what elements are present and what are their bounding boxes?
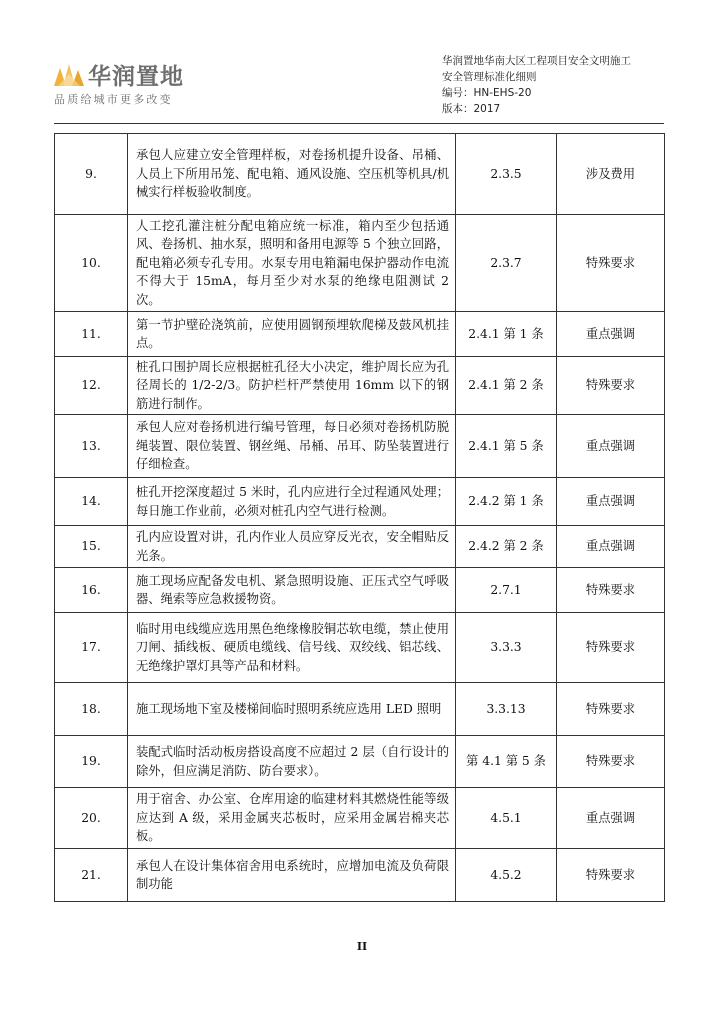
row-number: 14.: [55, 478, 128, 526]
row-description: 人工挖孔灌注桩分配电箱应统一标准，箱内至少包括通风、卷扬机、抽水泵，照明和备用电源等 5 个独立回路，配电箱必须专孔专用。水泵专用电箱漏电保护器动作电流不得大于 15mA，每月至少对水泵的绝缘电阻测试 2 次。: [128, 215, 456, 312]
table-row: [55, 736, 665, 788]
row-number: 18.: [55, 683, 128, 736]
row-clause: 4.5.1: [456, 788, 557, 849]
row-clause: 2.7.1: [456, 568, 557, 613]
row-type: 重点强调: [557, 788, 665, 849]
document-title-line-2: 安全管理标准化细则: [442, 71, 537, 83]
page-number: II: [356, 940, 368, 953]
document-version: 版本：2017: [442, 103, 501, 115]
row-type: 特殊要求: [557, 613, 665, 683]
row-description: 装配式临时活动板房搭设高度不应超过 2 层（自行设计的除外，但应满足消防、防台要求）。: [128, 736, 456, 788]
table-row: [55, 478, 665, 526]
table-row: [55, 568, 665, 613]
row-type: 重点强调: [557, 415, 665, 478]
requirements-table: [54, 133, 665, 902]
row-description: 承包人应建立安全管理样板，对卷扬机提升设备、吊桶、人员上下所用吊笼、配电箱、通风设施、空压机等机具/机械实行样板验收制度。: [128, 134, 456, 215]
row-number: 12.: [55, 357, 128, 415]
table-row: [55, 526, 665, 568]
table-row: [55, 134, 665, 215]
row-number: 17.: [55, 613, 128, 683]
row-description: 施工现场地下室及楼梯间临时照明系统应选用 LED 照明: [128, 683, 456, 736]
row-type: 特殊要求: [557, 215, 665, 312]
row-clause: 2.4.2 第 2 条: [456, 526, 557, 568]
table-row: [55, 357, 665, 415]
row-number: 15.: [55, 526, 128, 568]
row-description: 施工现场应配备发电机、紧急照明设施、正压式空气呼吸器、绳索等应急救援物资。: [128, 568, 456, 613]
header-divider: [54, 123, 664, 124]
row-number: 11.: [55, 312, 128, 357]
row-clause: 第 4.1 第 5 条: [456, 736, 557, 788]
row-type: 重点强调: [557, 526, 665, 568]
document-title-line-1: 华润置地华南大区工程项目安全文明施工: [442, 55, 631, 67]
logo-mark-icon: [54, 60, 84, 86]
document-number: 编号：HN-EHS-20: [442, 87, 532, 99]
row-clause: 2.4.1 第 2 条: [456, 357, 557, 415]
table-row: [55, 215, 665, 312]
row-type: 特殊要求: [557, 568, 665, 613]
row-type: 特殊要求: [557, 736, 665, 788]
row-type: 重点强调: [557, 478, 665, 526]
row-type: 特殊要求: [557, 849, 665, 902]
row-clause: 3.3.3: [456, 613, 557, 683]
document-header-info: [442, 53, 672, 117]
company-logo: [54, 58, 254, 108]
row-clause: 3.3.13: [456, 683, 557, 736]
row-type: 重点强调: [557, 312, 665, 357]
table-row: [55, 415, 665, 478]
row-clause: 4.5.2: [456, 849, 557, 902]
row-clause: 2.3.7: [456, 215, 557, 312]
row-number: 16.: [55, 568, 128, 613]
row-number: 9.: [55, 134, 128, 215]
row-type: 特殊要求: [557, 683, 665, 736]
row-number: 19.: [55, 736, 128, 788]
logo-brand-name: 华润置地: [88, 64, 184, 90]
row-description: 承包人在设计集体宿舍用电系统时，应增加电流及负荷限制功能: [128, 849, 456, 902]
row-clause: 2.4.1 第 5 条: [456, 415, 557, 478]
row-number: 20.: [55, 788, 128, 849]
table-row: [55, 613, 665, 683]
table-row: [55, 312, 665, 357]
row-description: 桩孔口围护周长应根据桩孔径大小决定，维护周长应为孔径周长的 1/2-2/3。防护栏杆严禁使用 16mm 以下的钢筋进行制作。: [128, 357, 456, 415]
row-description: 用于宿舍、办公室、仓库用途的临建材料其燃烧性能等级应达到 A 级，采用金属夹芯板时，应采用金属岩棉夹芯板。: [128, 788, 456, 849]
row-type: 特殊要求: [557, 357, 665, 415]
row-clause: 2.4.1 第 1 条: [456, 312, 557, 357]
row-description: 桩孔开挖深度超过 5 米时，孔内应进行全过程通风处理；每日施工作业前，必须对桩孔内空气进行检测。: [128, 478, 456, 526]
row-description: 临时用电线缆应选用黑色绝缘橡胶铜芯软电缆，禁止使用刀闸、插线板、硬质电缆线、信号线、双绞线、铝芯线、无绝缘护罩灯具等产品和材料。: [128, 613, 456, 683]
table-row: [55, 788, 665, 849]
table-row: [55, 849, 665, 902]
table-row: [55, 683, 665, 736]
row-number: 21.: [55, 849, 128, 902]
logo-slogan: 品质给城市更多改变: [54, 93, 173, 106]
row-number: 10.: [55, 215, 128, 312]
row-description: 承包人应对卷扬机进行编号管理，每日必须对卷扬机防脱绳装置、限位装置、钢丝绳、吊桶、吊耳、防坠装置进行仔细检查。: [128, 415, 456, 478]
row-number: 13.: [55, 415, 128, 478]
row-clause: 2.3.5: [456, 134, 557, 215]
row-description: 第一节护壁砼浇筑前，应使用圆钢预埋软爬梯及鼓风机挂点。: [128, 312, 456, 357]
row-type: 涉及费用: [557, 134, 665, 215]
row-clause: 2.4.2 第 1 条: [456, 478, 557, 526]
row-description: 孔内应设置对讲，孔内作业人员应穿反光衣，安全帽贴反光条。: [128, 526, 456, 568]
